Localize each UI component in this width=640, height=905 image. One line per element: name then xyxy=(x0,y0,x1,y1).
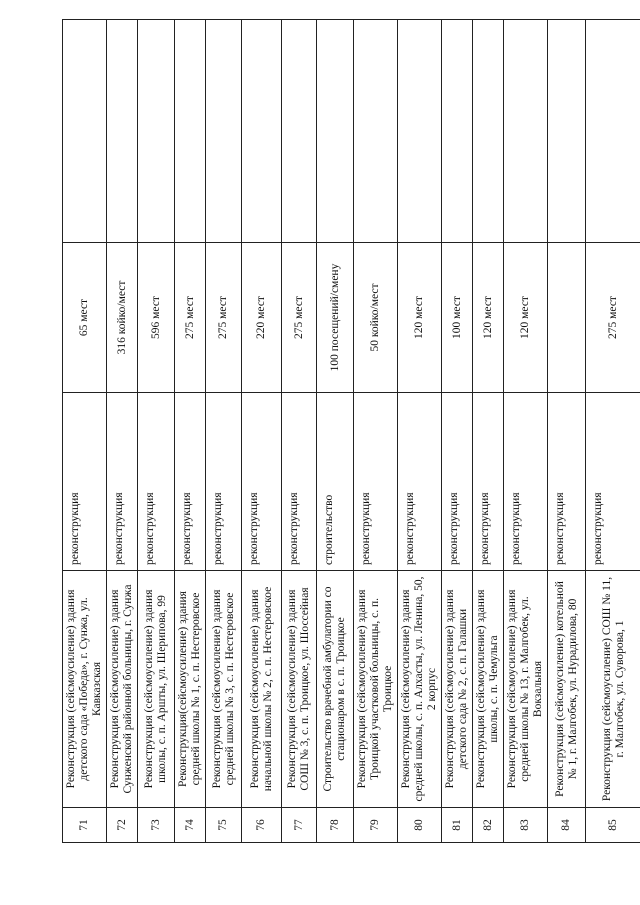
work-type-cell: реконструкция xyxy=(138,393,175,571)
work-type-cell: реконструкция xyxy=(282,393,317,571)
empty-cell xyxy=(107,20,138,243)
capacity-cell: 275 мест xyxy=(175,243,206,393)
work-type-cell: реконструкция xyxy=(398,393,442,571)
capacity-cell: 275 мест xyxy=(586,243,640,393)
empty-cell xyxy=(63,20,107,243)
work-type-cell: реконструкция xyxy=(63,393,107,571)
empty-cell xyxy=(206,20,242,243)
work-type-cell: строительство xyxy=(317,393,354,571)
empty-cell xyxy=(473,20,504,243)
work-type-cell: реконструкция xyxy=(442,393,473,571)
table-row xyxy=(442,20,473,843)
object-name-cell: Реконструкция (сейсмоусиление) здания детского сада № 2, с. п. Галашки xyxy=(442,571,473,808)
empty-cell xyxy=(442,20,473,243)
work-type-cell: реконструкция xyxy=(473,393,504,571)
capacity-cell: 120 мест xyxy=(473,243,504,393)
object-name-cell: Реконструкция (сейсмоусиление) здания средней школы, с. п. Алхасты, ул. Ленина, 50, 2 корпус xyxy=(398,571,442,808)
row-number-cell: 81 xyxy=(442,808,473,843)
row-number-cell: 80 xyxy=(398,808,442,843)
table-row xyxy=(138,20,175,843)
object-name-cell: Реконструкция (сейсмоусиление) котельной № 1, г. Малгобек, ул. Нурадилова, 80 xyxy=(548,571,586,808)
object-name-cell: Реконструкция (сейсмоусиление) здания начальной школы № 2, с. п. Нестеровское xyxy=(242,571,282,808)
row-number-cell: 72 xyxy=(107,808,138,843)
capacity-cell: 50 койко/мест xyxy=(354,243,398,393)
object-name-cell: Реконструкция (сейсмоусиление) СОШ № 11, г. Малгобек, ул. Суворова, 1 xyxy=(586,571,640,808)
row-number-cell: 74 xyxy=(175,808,206,843)
empty-cell xyxy=(175,20,206,243)
work-type-cell: реконструкция xyxy=(504,393,548,571)
row-number-cell: 79 xyxy=(354,808,398,843)
object-name-cell: Реконструкция (сейсмоусиление) здания Троицкой участковой больницы, с. п. Троицкое xyxy=(354,571,398,808)
empty-cell xyxy=(354,20,398,243)
rotated-table-wrapper xyxy=(62,20,626,843)
empty-cell xyxy=(282,20,317,243)
table-row xyxy=(242,20,282,843)
row-number-cell: 85 xyxy=(586,808,640,843)
work-type-cell: реконструкция xyxy=(242,393,282,571)
object-name-cell: Реконструкция(сейсмоусиление) здания средней школы № 1, с. п. Нестеровское xyxy=(175,571,206,808)
object-name-cell: Реконструкция (сейсмоусиление) здания Сунженской районной больницы, г. Сунжа xyxy=(107,571,138,808)
capacity-cell xyxy=(548,243,586,393)
capacity-cell: 120 мест xyxy=(504,243,548,393)
capacity-cell: 100 мест xyxy=(442,243,473,393)
row-number-cell: 82 xyxy=(473,808,504,843)
row-number-cell: 71 xyxy=(63,808,107,843)
objects-table xyxy=(62,19,640,843)
work-type-cell: реконструкция xyxy=(107,393,138,571)
empty-cell xyxy=(504,20,548,243)
table-body xyxy=(63,20,640,843)
capacity-cell: 65 мест xyxy=(63,243,107,393)
object-name-cell: Реконструкция (сейсмоусиление) здания детского сада «Победа», г. Сунжа, ул. Кавказская xyxy=(63,571,107,808)
table-row xyxy=(206,20,242,843)
capacity-cell: 275 мест xyxy=(206,243,242,393)
capacity-cell: 316 койко/мест xyxy=(107,243,138,393)
object-name-cell: Реконструкция (сейсмоусиление) здания средней школы № 13, г. Малгобек, ул. Вокзальная xyxy=(504,571,548,808)
work-type-cell: реконструкция xyxy=(206,393,242,571)
table-row xyxy=(473,20,504,843)
row-number-cell: 76 xyxy=(242,808,282,843)
empty-cell xyxy=(586,20,640,243)
empty-cell xyxy=(317,20,354,243)
table-row xyxy=(282,20,317,843)
table-row xyxy=(317,20,354,843)
empty-cell xyxy=(548,20,586,243)
table-row xyxy=(354,20,398,843)
capacity-cell: 596 мест xyxy=(138,243,175,393)
row-number-cell: 78 xyxy=(317,808,354,843)
object-name-cell: Реконструкция (сейсмоусиление) здания СОШ № 3, с. п. Троицкое, ул. Шоссейная xyxy=(282,571,317,808)
object-name-cell: Реконструкция (сейсмоусиление) здания средней школы № 3, с. п. Нестеровское xyxy=(206,571,242,808)
work-type-cell: реконструкция xyxy=(586,393,640,571)
table-row xyxy=(63,20,107,843)
row-number-cell: 77 xyxy=(282,808,317,843)
empty-cell xyxy=(138,20,175,243)
table-row xyxy=(175,20,206,843)
work-type-cell: реконструкция xyxy=(354,393,398,571)
row-number-cell: 84 xyxy=(548,808,586,843)
object-name-cell: Строительство врачебной амбулатории со стационаром в с. п. Троицкое xyxy=(317,571,354,808)
capacity-cell: 120 мест xyxy=(398,243,442,393)
table-row xyxy=(504,20,548,843)
work-type-cell: реконструкция xyxy=(175,393,206,571)
row-number-cell: 83 xyxy=(504,808,548,843)
table-row xyxy=(586,20,640,843)
capacity-cell: 275 мест xyxy=(282,243,317,393)
work-type-cell: реконструкция xyxy=(548,393,586,571)
capacity-cell: 220 мест xyxy=(242,243,282,393)
capacity-cell: 100 посещений/смену xyxy=(317,243,354,393)
row-number-cell: 75 xyxy=(206,808,242,843)
empty-cell xyxy=(398,20,442,243)
table-row xyxy=(548,20,586,843)
object-name-cell: Реконструкция (сейсмоусиление) здания школы, с. п. Аршты, ул. Шерипова, 99 xyxy=(138,571,175,808)
empty-cell xyxy=(242,20,282,243)
object-name-cell: Реконструкция (сейсмоусиление) здания школы, с. п. Чемульга xyxy=(473,571,504,808)
row-number-cell: 73 xyxy=(138,808,175,843)
table-row xyxy=(107,20,138,843)
table-row xyxy=(398,20,442,843)
